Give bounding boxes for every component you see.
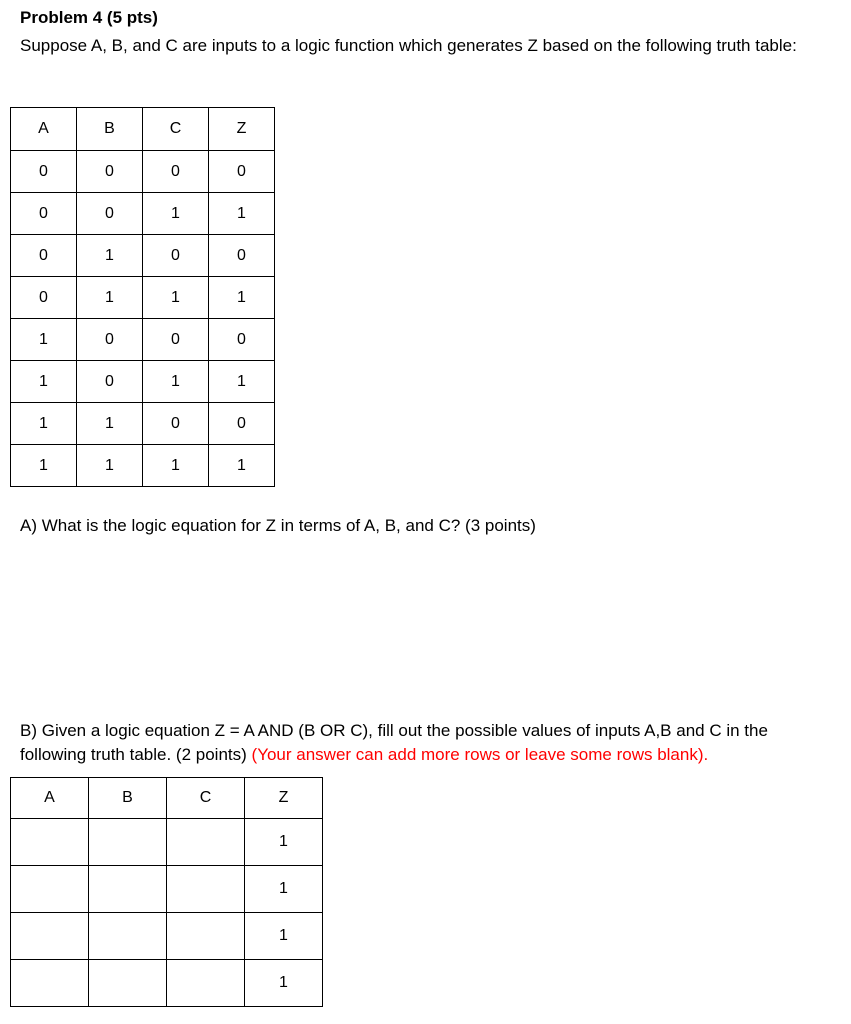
- header-cell-z: Z: [209, 108, 275, 151]
- question-b: [20, 719, 830, 767]
- question-b-note: (Your answer can add more rows or leave some rows blank).: [251, 745, 709, 764]
- table-row: [11, 960, 323, 1007]
- table-cell: 1: [245, 960, 323, 1007]
- table-row: [11, 361, 275, 403]
- table-cell: 0: [143, 235, 209, 277]
- table-row: [11, 151, 275, 193]
- truth-table-given: [10, 107, 275, 487]
- table-cell[interactable]: [11, 819, 89, 866]
- header-cell-b: B: [89, 778, 167, 819]
- table-cell: 0: [209, 235, 275, 277]
- table-cell: 0: [11, 193, 77, 235]
- table-cell: 1: [143, 277, 209, 319]
- table-row: [11, 235, 275, 277]
- table-cell: 0: [77, 319, 143, 361]
- table-cell: 1: [245, 866, 323, 913]
- question-b-text: B) Given a logic equation Z = A AND (B OR C), fill out the possible values of inputs A,B and C in the following truth table. (2 points): [20, 721, 768, 764]
- table-cell[interactable]: [11, 913, 89, 960]
- table-cell: 0: [209, 403, 275, 445]
- table-cell: 1: [209, 193, 275, 235]
- table-cell: 0: [11, 277, 77, 319]
- table-cell: 1: [209, 445, 275, 487]
- table-cell: 0: [77, 361, 143, 403]
- table-cell: 0: [11, 235, 77, 277]
- table-cell: 1: [209, 277, 275, 319]
- table-cell: 1: [245, 913, 323, 960]
- table-cell: 1: [77, 445, 143, 487]
- table-row: [11, 445, 275, 487]
- table-cell[interactable]: [11, 866, 89, 913]
- table-cell[interactable]: [11, 960, 89, 1007]
- header-cell-a: A: [11, 778, 89, 819]
- table-cell: 1: [11, 403, 77, 445]
- table-row: [11, 866, 323, 913]
- table-cell[interactable]: [167, 866, 245, 913]
- table-cell: 1: [77, 403, 143, 445]
- table-cell: 1: [11, 361, 77, 403]
- table-header-row: [11, 108, 275, 151]
- table-row: [11, 193, 275, 235]
- table-row: [11, 277, 275, 319]
- table-cell: 0: [77, 193, 143, 235]
- table-row: [11, 403, 275, 445]
- header-cell-c: C: [143, 108, 209, 151]
- table-cell: 1: [143, 193, 209, 235]
- table-cell: 0: [209, 319, 275, 361]
- table-cell[interactable]: [167, 819, 245, 866]
- header-cell-a: A: [11, 108, 77, 151]
- table-cell[interactable]: [89, 913, 167, 960]
- table-cell: 0: [143, 151, 209, 193]
- header-cell-c: C: [167, 778, 245, 819]
- table-cell[interactable]: [89, 819, 167, 866]
- table-cell[interactable]: [167, 913, 245, 960]
- table-cell: 1: [209, 361, 275, 403]
- table-row: [11, 319, 275, 361]
- table-header-row: [11, 778, 323, 819]
- problem-intro: Suppose A, B, and C are inputs to a logic function which generates Z based on the following truth table:: [20, 36, 797, 55]
- table-cell: 1: [77, 235, 143, 277]
- problem-title: Problem 4 (5 pts): [20, 8, 158, 27]
- table-cell: 1: [77, 277, 143, 319]
- table-cell: 1: [11, 445, 77, 487]
- table-row: [11, 819, 323, 866]
- table-cell: 0: [143, 319, 209, 361]
- question-a: A) What is the logic equation for Z in terms of A, B, and C? (3 points): [20, 516, 536, 535]
- table-cell: 1: [245, 819, 323, 866]
- header-cell-z: Z: [245, 778, 323, 819]
- table-cell: 0: [77, 151, 143, 193]
- table-cell: 1: [11, 319, 77, 361]
- table-cell: 1: [143, 361, 209, 403]
- table-cell: 0: [209, 151, 275, 193]
- truth-table-answer: [10, 777, 323, 1007]
- table-cell: 0: [143, 403, 209, 445]
- table-cell: 1: [143, 445, 209, 487]
- header-cell-b: B: [77, 108, 143, 151]
- table-row: [11, 913, 323, 960]
- table-cell: 0: [11, 151, 77, 193]
- table-cell[interactable]: [89, 960, 167, 1007]
- table-cell[interactable]: [167, 960, 245, 1007]
- table-cell[interactable]: [89, 866, 167, 913]
